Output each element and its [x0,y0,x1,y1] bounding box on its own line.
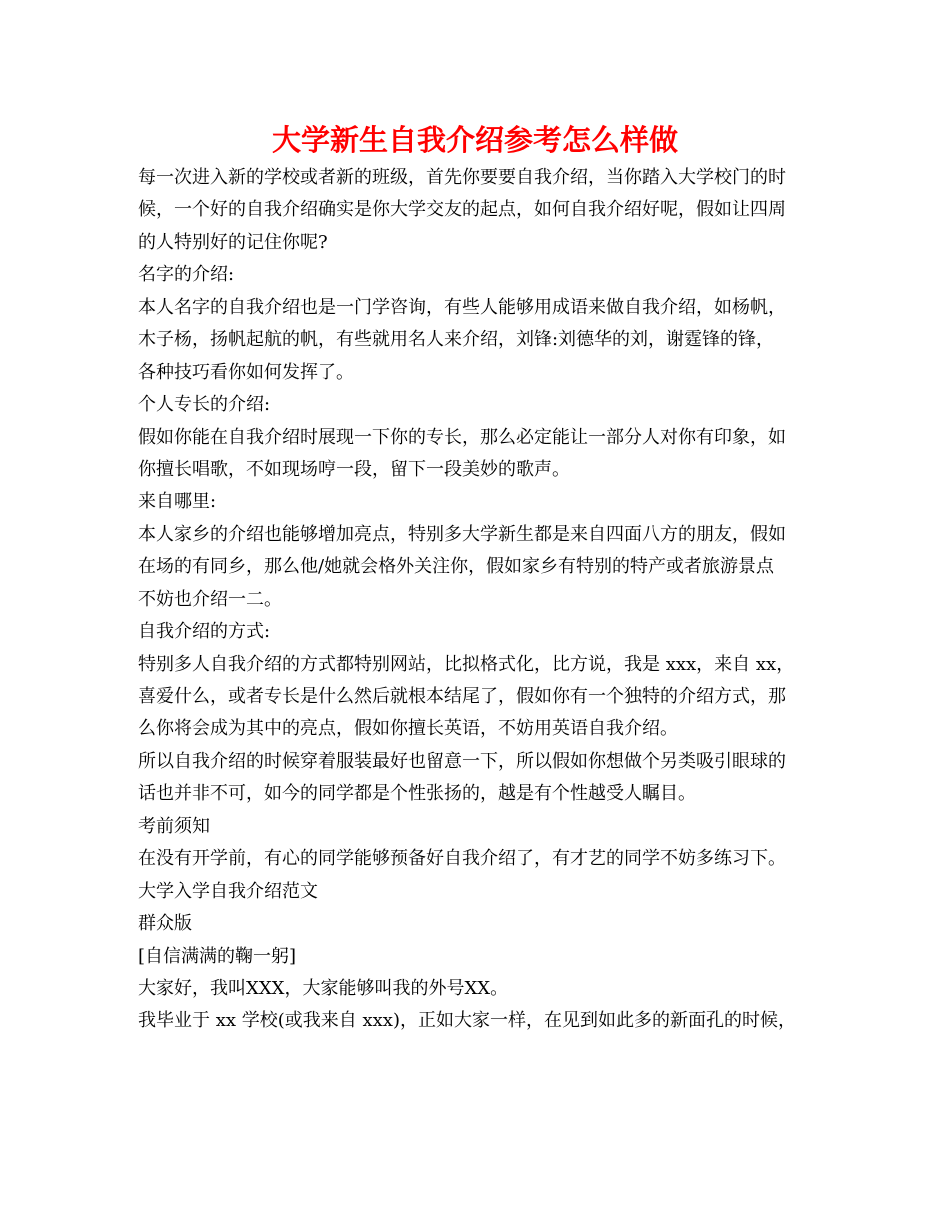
section-heading-origin: 来自哪里: [138,491,217,513]
body-line-17: 喜爱什么，或者专长是什么然后就根本结尾了，假如你有一个独特的介绍方式，那 [138,686,786,707]
body-line-3: 的人特别好的记住你呢? [138,231,328,253]
section-heading-notes: 考前须知 [138,815,210,837]
stage-direction: [自信满满的鞠一躬] [138,945,297,967]
section-heading-specialty: 个人专长的介绍: [138,394,271,416]
body-line-9: 假如你能在自我介绍时展现一下你的专长，那么必定能让一部分人对你有印象，如 [138,426,786,448]
body-line-22: 在没有开学前，有心的同学能够预备好自我介绍了，有才艺的同学不妨多练习下。 [138,848,786,870]
body-line-18: 么你将会成为其中的亮点，假如你擅长英语，不妨用英语自我介绍。 [138,718,678,740]
section-subheading-version: 群众版 [138,913,192,935]
document-body [138,162,828,1038]
body-line-20: 话也并非不可，如今的同学都是个性张扬的，越是有个性越受人瞩目。 [138,783,696,805]
body-line-5: 本人名字的自我介绍也是一门学咨询，有些人能够用成语来做自我介绍，如杨帆， [138,296,786,318]
body-line-14: 不妨也介绍一二。 [138,588,282,610]
body-line-1: 每一次进入新的学校或者新的班级，首先你要要自我介绍，当你踏入大学校门的时 [138,167,786,188]
body-line-10: 你擅长唱歌，不如现场哼一段，留下一段美妙的歌声。 [138,458,570,480]
section-heading-name: 名字的介绍: [138,264,235,286]
body-line-12: 本人家乡的介绍也能够增加亮点，特别多大学新生都是来自四面八方的朋友，假如 [138,523,786,545]
body-line-26: 大家好，我叫XXX，大家能够叫我的外号XX。 [138,977,509,999]
section-heading-sample: 大学入学自我介绍范文 [138,880,318,902]
body-line-13: 在场的有同乡，那么他/她就会格外关注你，假如家乡有特别的特产或者旅游景点 [138,556,775,578]
section-heading-method: 自我介绍的方式: [138,621,271,643]
body-line-6: 木子杨，扬帆起航的帆，有些就用名人来介绍，刘锋:刘德华的刘，谢霆锋的锋， [138,329,775,351]
body-line-2: 候，一个好的自我介绍确实是你大学交友的起点，如何自我介绍好呢，假如让四周 [138,199,786,221]
body-line-7: 各种技巧看你如何发挥了。 [138,361,354,383]
body-line-27: 我毕业于 xx 学校(或我来自 xxx)，正如大家一样，在见到如此多的新面孔的时候， [138,1010,796,1032]
body-line-16: 特别多人自我介绍的方式都特别网站，比拟格式化，比方说，我是 xxx，来自 xx， [138,653,795,675]
body-line-19: 所以自我介绍的时候穿着服装最好也留意一下，所以假如你想做个另类吸引眼球的 [138,750,786,772]
page-title: 大学新生自我介绍参考怎么样做 [271,123,678,157]
